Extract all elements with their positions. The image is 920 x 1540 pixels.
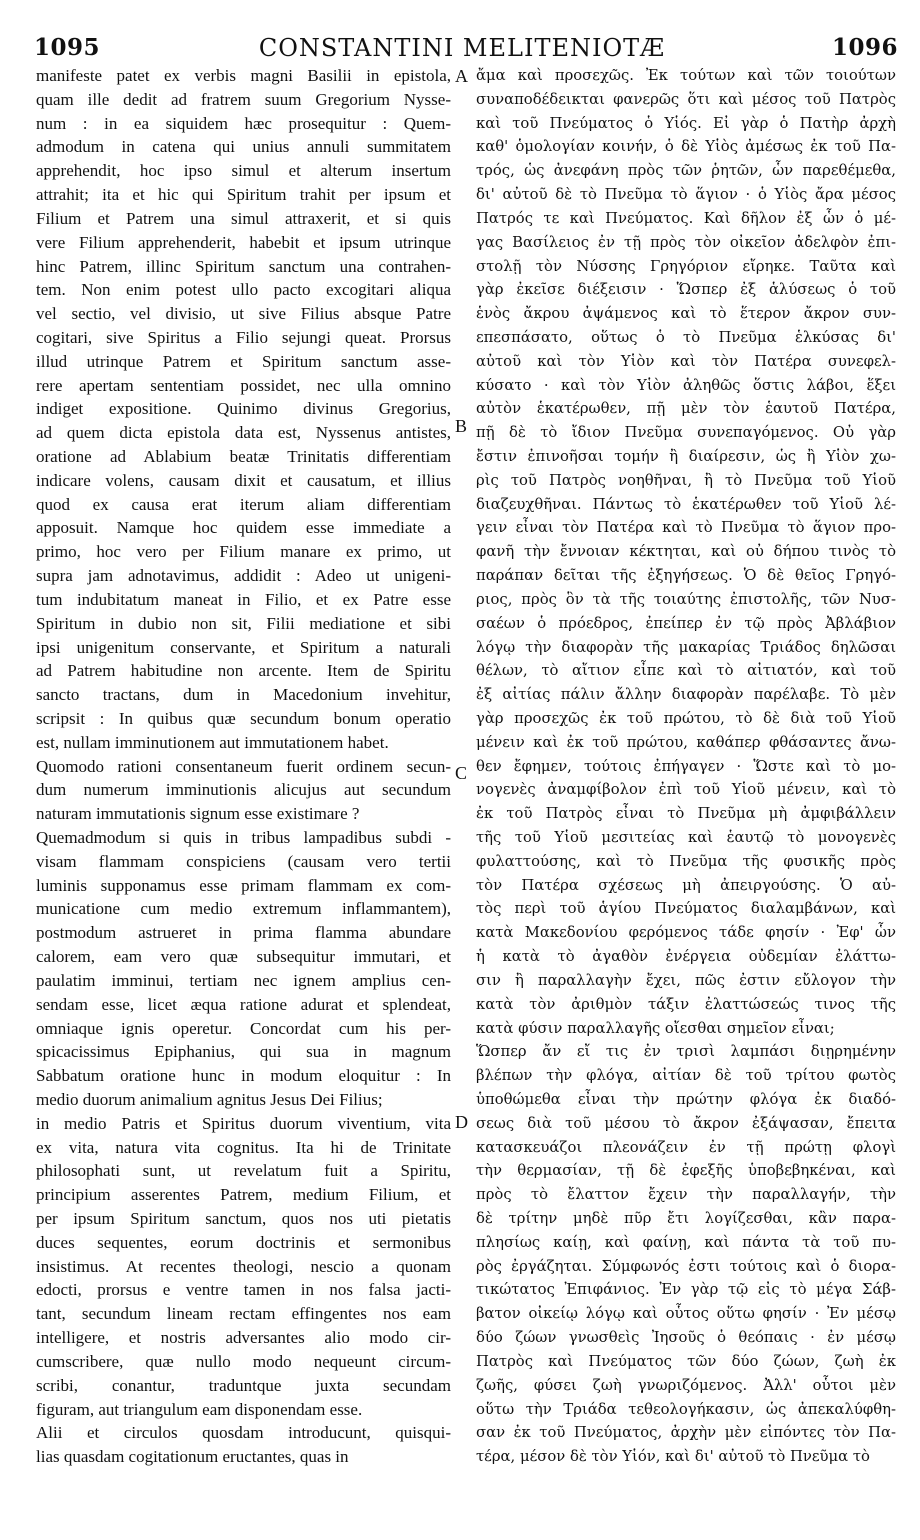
latin-text-line: omniaque ignis operetur. Concordat cum his per- [36, 1018, 451, 1038]
latin-text-line: Filium et Patrem una simul attraxerit, et si quis [36, 208, 451, 228]
greek-text-line: ρὸς ἐργάζηται. Σύμφωνός ἐστι τούτοις καὶ ὁ διορα- [476, 1257, 896, 1275]
latin-text-line: attrahit; ita et hic qui Spiritum trahit per ipsum et [36, 185, 451, 205]
latin-text-line: municatione cum medio extremum inflammantem), [36, 899, 451, 919]
greek-text-line: οὕτω τὴν Τριάδα τεθεολογήκασιν, ὡς ἀπεκαλύφθη- [476, 1400, 896, 1418]
latin-text-line: rere apertam sententiam possidet, nec ulla omnino [36, 375, 451, 395]
latin-text-line: figuram, aut triangulum eam disponendam esse. [36, 1399, 363, 1419]
greek-text-line: κύσατο · καὶ τὸν Υἱὸν ἀληθῶς ὅστις λάβοι, ἕξει [476, 376, 896, 394]
latin-text-line: hinc Patrem, illinc Spiritum sanctum una contrahen- [36, 256, 451, 276]
greek-text-line: ἐξ αἰτίας πάλιν ἄλλην διαφορὰν παρέλαβε. Τὸ μὲν [476, 686, 896, 704]
greek-text-line: γειν εἶναι τὸν Πατέρα καὶ τὸ Πνεῦμα τὸ ἅγιον προ- [476, 519, 896, 537]
greek-text-line: στολῇ τὸν Νύσσης Γρηγόριον εἴρηκε. Ταῦτα καὶ [476, 257, 896, 275]
latin-text-line: in medio Patris et Spiritus duorum viventium, vita [36, 1113, 451, 1133]
greek-text-line: αὐτοῦ καὶ τὸν Υἱὸν καὶ τὸν Πατέρα συνεφελ- [476, 352, 896, 370]
greek-text-line: γας Βασίλειος ἐν τῇ πρὸς τὸν οἰκεῖον ἀδελφὸν ἐπι- [476, 233, 896, 251]
latin-text-line: sancto tractans, dum in Macedonium invehitur, [36, 685, 451, 705]
greek-text-line: συναποδέδεικται φανερῶς ὅτι καὶ μέσος τοῦ Πατρὸς [476, 90, 896, 108]
greek-text-line: τέρα, μέσον δὲ τὸν Υἱόν, καὶ δι' αὐτοῦ τὸ Πνεῦμα τὸ [476, 1448, 870, 1466]
latin-text-line: manifeste patet ex verbis magni Basilii in epistola, [36, 66, 451, 85]
latin-text-line: supra jam adnotavimus, addidit : Adeo ut unigeni- [36, 566, 451, 586]
latin-text-line: Quemadmodum si quis in tribus lampadibus subdi - [36, 828, 451, 847]
greek-text-line: τῆς τοῦ Υἱοῦ μεσιτείας καὶ ἑαυτῷ τὸ μονογενὲς [476, 829, 896, 846]
greek-text-line: επεσπάσατο, οὕτως ὁ τὸ Πνεῦμα ἑλκύσας δι' [476, 328, 896, 346]
latin-text-line: tum indubitatum maneat in Filio, et ex Patre esse [36, 589, 451, 609]
greek-column [476, 64, 896, 1469]
greek-text-line: τρός, ὡς ἀνεφάνη πρὸς τῶν ῥητῶν, ὧν παρεθέμεθα, [476, 162, 896, 180]
margin-marker-a: A [455, 66, 468, 86]
latin-text-line: dum numerum imminutionis alicujus aut secundum [36, 780, 451, 800]
greek-text-line: ριος, πρὸς ὃν τὰ τῆς τοιαύτης ἐπιστολῆς, τῶν Νυσ- [476, 590, 896, 608]
greek-text-line: δὲ τρίτην μηδὲ πῦρ ἔτι λογίζεσθαι, κἂν παρα- [476, 1210, 896, 1227]
greek-text-line: πρὸς τὸ ἔλαττον ἔχειν τὴν παραλλαγήν, τὴν [476, 1186, 896, 1204]
greek-text-line: πλησίως καίῃ, καὶ φαίνῃ, καὶ πάντα τὰ τοῦ πυ- [476, 1233, 896, 1251]
latin-text-line: quod ex causa erat iterum aliam differentiam [36, 494, 451, 514]
latin-text-line: admodum in catena qui unius annuli summitatem [36, 137, 451, 157]
greek-text-line: γὰρ προσεχῶς ἐκ τοῦ πρώτου, τὸ δὲ διὰ τοῦ Υἱοῦ [476, 709, 896, 727]
greek-text-line: παράπαν δεῖται τῆς ἐξηγήσεως. Ὁ δὲ θεῖος Γρηγό- [476, 567, 896, 585]
greek-text-line: τὴν θερμασίαν, τῇ δὲ ἐφεξῆς ὑποβεβηκέναι, καὶ [476, 1162, 896, 1180]
greek-text-line: σαέων ὁ πρόεδρος, ἐπείπερ ἐν τῷ πρὸς Ἀβλάβιον [476, 614, 896, 632]
greek-text-line: δι' αὐτοῦ δὲ τὸ Πνεῦμα τὸ ἅγιον · ὁ Υἱὸς ἄρα μέσος [476, 186, 896, 204]
latin-column [36, 64, 451, 1469]
latin-text-line: cogitari, sive Spiritus a Filio sejungi queat. Prorsus [36, 327, 451, 347]
latin-text-line: tem. Non enim potest ullo pacto excogitari aliqua [36, 280, 451, 300]
greek-text-line: διαζευχθῆναι. Πάντως τὸ ἑκατέρωθεν τοῦ Υἱοῦ λέ- [476, 495, 896, 513]
latin-text-line: cumscribere, quæ nullo modo nequeunt circum- [36, 1351, 451, 1371]
latin-text-line: scripsit : In quibus quæ secundum bonum operatio [36, 708, 451, 728]
greek-text-line: κατὰ Μακεδονίου φερόμενος τάδε φησίν · Ἐφ' ὧν [476, 924, 896, 942]
greek-text-line: φανῆ τὴν ἔννοιαν κέκτηται, καὶ οὐ δήπου τινὸς τὸ [476, 543, 896, 561]
greek-text-line: καὶ τοῦ Πνεύματος ὁ Υἱός. Εἰ γὰρ ὁ Πατὴρ ἀρχὴ [476, 114, 896, 132]
latin-text-line: Alii et circulos quosdam introducunt, quisqui- [36, 1423, 451, 1443]
greek-text-line: κατὰ φύσιν παραλλαγῆς οἴεσθαι σημεῖον εἶναι; [476, 1019, 835, 1037]
greek-text-line: τὸς περὶ τοῦ ἁγίου Πνεύματος διαλαμβάνων, καὶ [476, 900, 896, 918]
greek-text-line: ἔστιν ἐπινοῆσαι τομήν ἢ διαίρεσιν, ὡς ἢ Υἱὸν χω- [476, 448, 896, 465]
page-number-right: 1096 [831, 34, 898, 61]
latin-text-line: postmodum astrueret in prima flamma abundare [36, 923, 451, 943]
latin-text-line: luminis supponamus esse primam flammam ex com- [36, 875, 451, 895]
latin-text-line: Sabbatum oratione hunc in modum eloquitur : In [36, 1066, 451, 1086]
latin-text-line: primo, hoc vero per Filium manare ex primo, ut [36, 542, 451, 562]
greek-text-line: φυλαττούσης, καὶ τὸ Πνεῦμα τῆς φυσικῆς πρὸς [476, 852, 896, 870]
latin-text-line: oratione ad Ablabium beatæ Trinitatis differentiam [36, 447, 451, 466]
running-title: CONSTANTINI MELITENIOTÆ [258, 34, 666, 62]
latin-text-line: lias quasdam cogitationum eructantes, quas in [36, 1447, 349, 1467]
latin-text-line: spicacissimus Epiphanius, qui sua in magnum [36, 1042, 451, 1062]
greek-text-line: ἄμα καὶ προσεχῶς. Ἐκ τούτων καὶ τῶν τοιούτων [476, 67, 896, 84]
greek-text-line: ὑποθώμεθα εἶναι τὴν πρώτην φλόγα ἐκ διαδό- [476, 1090, 896, 1108]
greek-text-line: λόγῳ τὴν διαφορὰν τῆς μακαρίας Τριάδος δηλῶσαι [476, 638, 896, 656]
greek-text-line: ἑνὸς ἄκρου ἀψάμενος καὶ τὸ ἕτερον ἄκρον συν- [476, 305, 896, 323]
latin-text-line: visam flammam conspiciens (causam vero tertii [36, 851, 451, 871]
latin-text-line: vel sectio, vel divisio, ut sive Filius absque Patre [36, 304, 451, 324]
greek-text-line: ἐκ τοῦ Πατρὸς εἶναι τὸ Πνεῦμα μὴ ἀμφιβάλλειν [476, 805, 896, 823]
latin-text-line: medio duorum animalium agnitus Jesus Dei Filius; [36, 1089, 383, 1109]
latin-text-line: sendam esse, licet æqua ratione adurat et splendeat, [36, 994, 451, 1014]
latin-text-line: apposuit. Namque hoc quidem esse immediate a [36, 518, 451, 538]
greek-text-line: Πατρός τε καὶ Πνεύματος. Καὶ δῆλον ἐξ ὧν ὁ μέ- [476, 209, 896, 227]
latin-text-line: principium asserentes Patrem, medium Filium, et [36, 1185, 451, 1205]
greek-text-line: κατασκευάζοι πλεονάζειν ἐν τῇ πρώτῃ φλογὶ [476, 1138, 896, 1156]
latin-text-line: ex vita, natura vita cognitus. Ita hi de Trinitate [36, 1137, 451, 1157]
greek-text-line: σεως διὰ τοῦ μέσου τὸ ἄκρον ἐξάψασαν, ἔπειτα [476, 1114, 896, 1132]
latin-text-line: apprehendit, hoc ipso simul et alterum insertum [36, 161, 451, 181]
latin-text-line: Quomodo rationi consentaneum fuerit ordinem secun- [36, 756, 451, 776]
latin-text-line: duces sequentes, eorum doctrinis et sermonibus [36, 1232, 451, 1252]
margin-marker-b: B [455, 416, 468, 436]
greek-text-line: θεν ἔφημεν, τούτοις ἐπήγαγεν · Ὥστε καὶ τὸ μο- [476, 757, 896, 775]
latin-text-line: tant, secundum lineam rectam effingentes nos eam [36, 1304, 451, 1324]
latin-text-line: calorem, eam vero quæ subsequitur immutari, et [36, 947, 451, 967]
latin-text-line: ad Patrem habitudine non arcente. Item de Spiritu [36, 661, 451, 681]
latin-text-line: ipsi unigenitum conservante, et Spiritum a naturali [36, 637, 451, 657]
latin-text-line: philosophati sunt, ut revelatum fuit a Spiritu, [36, 1161, 451, 1181]
greek-text-line: θέλων, τὸ αἴτιον εἶπε καὶ τὸ αἰτιατόν, καὶ τοῦ [476, 662, 896, 680]
page-header [26, 30, 898, 62]
margin-marker-d: D [455, 1112, 468, 1132]
greek-text-line: ἡ κατὰ τὸ ἀγαθὸν ἐνέργεια οὐδεμίαν ἐλάττω- [476, 948, 896, 966]
latin-text-line: ad quem dicta epistola data est, Nyssenus antistes, [36, 423, 451, 443]
latin-text-line: Spiritum in dubio non sit, Filii mediatione et sibi [36, 613, 451, 633]
margin-marker-c: C [455, 763, 468, 783]
latin-text-line: paulatim imminui, tertiam nec ignem amplius cen- [36, 970, 451, 990]
latin-text-line: per ipsum Spiritum sanctum, quos nos uti pietatis [36, 1209, 451, 1228]
greek-text-line: ρὶς τοῦ Πατρὸς νοηθῆναι, ἢ τὸ Πνεῦμα τοῦ Υἱοῦ [476, 471, 896, 489]
latin-text-line: scribi, conantur, traduntque juxta secundam [36, 1375, 451, 1395]
greek-text-line: μένειν καὶ ἐκ τοῦ πρώτου, καθάπερ φθάσαντες ἄνω- [476, 733, 896, 751]
greek-text-line: πῇ δὲ τὸ ἴδιον Πνεῦμα συνεπαγόμενος. Οὐ γὰρ [476, 424, 896, 442]
greek-text-line: γὰρ ἐκεῖσε διέξεισιν · Ὥσπερ ἐξ ἁλύσεως ὁ τοῦ [476, 281, 896, 299]
page-number-left: 1095 [34, 34, 101, 61]
greek-text-line: ζωῆς, φύσει ζωὴ γνωριζόμενος. Ἀλλ' οὗτοι μὲν [476, 1376, 896, 1394]
greek-text-line: καθ' ὁμολογίαν κοινήν, ὁ δὲ Υἱὸς ἀμέσως ἐκ τοῦ Πα- [476, 138, 896, 156]
greek-text-line: κατὰ τὸν ἀριθμὸν τάξιν ἐλαττώσεώς τινος τῆς [476, 995, 896, 1013]
greek-text-line: τὸν Πατέρα σχέσεως μὴ ἀπειργούσης. Ὁ αὐ- [476, 876, 896, 894]
greek-text-line: Πατρὸς καὶ Πνεύματος τῶν δύο ζώων, ζωὴ ἐκ [476, 1352, 896, 1370]
greek-text-line: τικώτατος Ἐπιφάνιος. Ἐν γὰρ τῷ εἰς τὸ μέγα Σάβ- [476, 1281, 896, 1299]
greek-text-line: δύο ζώων γνωσθεὶς Ἰησοῦς ὁ θεόπαις · ἐν μέσῳ [476, 1329, 896, 1347]
latin-text-line: est, nullam imminutionem aut immutationem habet. [36, 732, 389, 752]
latin-text-line: vere Filium apprehenderit, habebit et ipsum utrinque [36, 232, 451, 252]
latin-text-line: naturam immutationis signum esse existimare ? [36, 804, 360, 824]
latin-text-line: num : in ea siquidem hæc prosequitur : Quem- [36, 113, 451, 133]
greek-text-line: σαν ἐκ τοῦ Πνεύματος, ἀρχὴν μὲν εἰπόντες τὸν Πα- [476, 1424, 896, 1442]
latin-text-line: indiget expositione. Quinimo divinus Gregorius, [36, 399, 451, 419]
latin-text-line: quam ille dedit ad fratrem suum Gregorium Nysse- [36, 89, 451, 109]
latin-text-line: insistimus. At recentes theologi, nescio a quonam [36, 1256, 451, 1276]
greek-text-line: νογενὲς ἀναμφίβολον ἐπὶ τοῦ Υἱοῦ μένειν, καὶ τὸ [476, 781, 896, 799]
greek-text-line: βατον οἰκείῳ λόγῳ καὶ οὗτος οὕτω φησίν · Ἐν μέσῳ [476, 1305, 896, 1323]
greek-text-line: βλέπων τὴν φλόγα, αἰτίαν δὲ τοῦ τρίτου φωτὸς [476, 1067, 896, 1085]
greek-text-line: αὐτὸν ἑκατέρωθεν, πῇ μὲν τὸν ἑαυτοῦ Πατέρα, [476, 400, 896, 418]
latin-text-line: indicare volens, causam dixit et causatum, et illius [36, 470, 451, 490]
latin-text-line: intelligere, et nostris adversantes alio modo cir- [36, 1328, 451, 1348]
latin-text-line: edocti, prorsus e ventre tamen in nos falsa jacti- [36, 1280, 451, 1300]
greek-text-line: Ὥσπερ ἄν εἴ τις ἐν τρισὶ λαμπάσι διῃρημένην [476, 1043, 896, 1061]
greek-text-line: σιν ἢ παραλλαγὴν ἔχει, πῶς ἐστιν εὔλογον τὴν [476, 971, 896, 989]
latin-text-line: illud utrinque Patrem et Spiritum sanctum asse- [36, 351, 451, 371]
